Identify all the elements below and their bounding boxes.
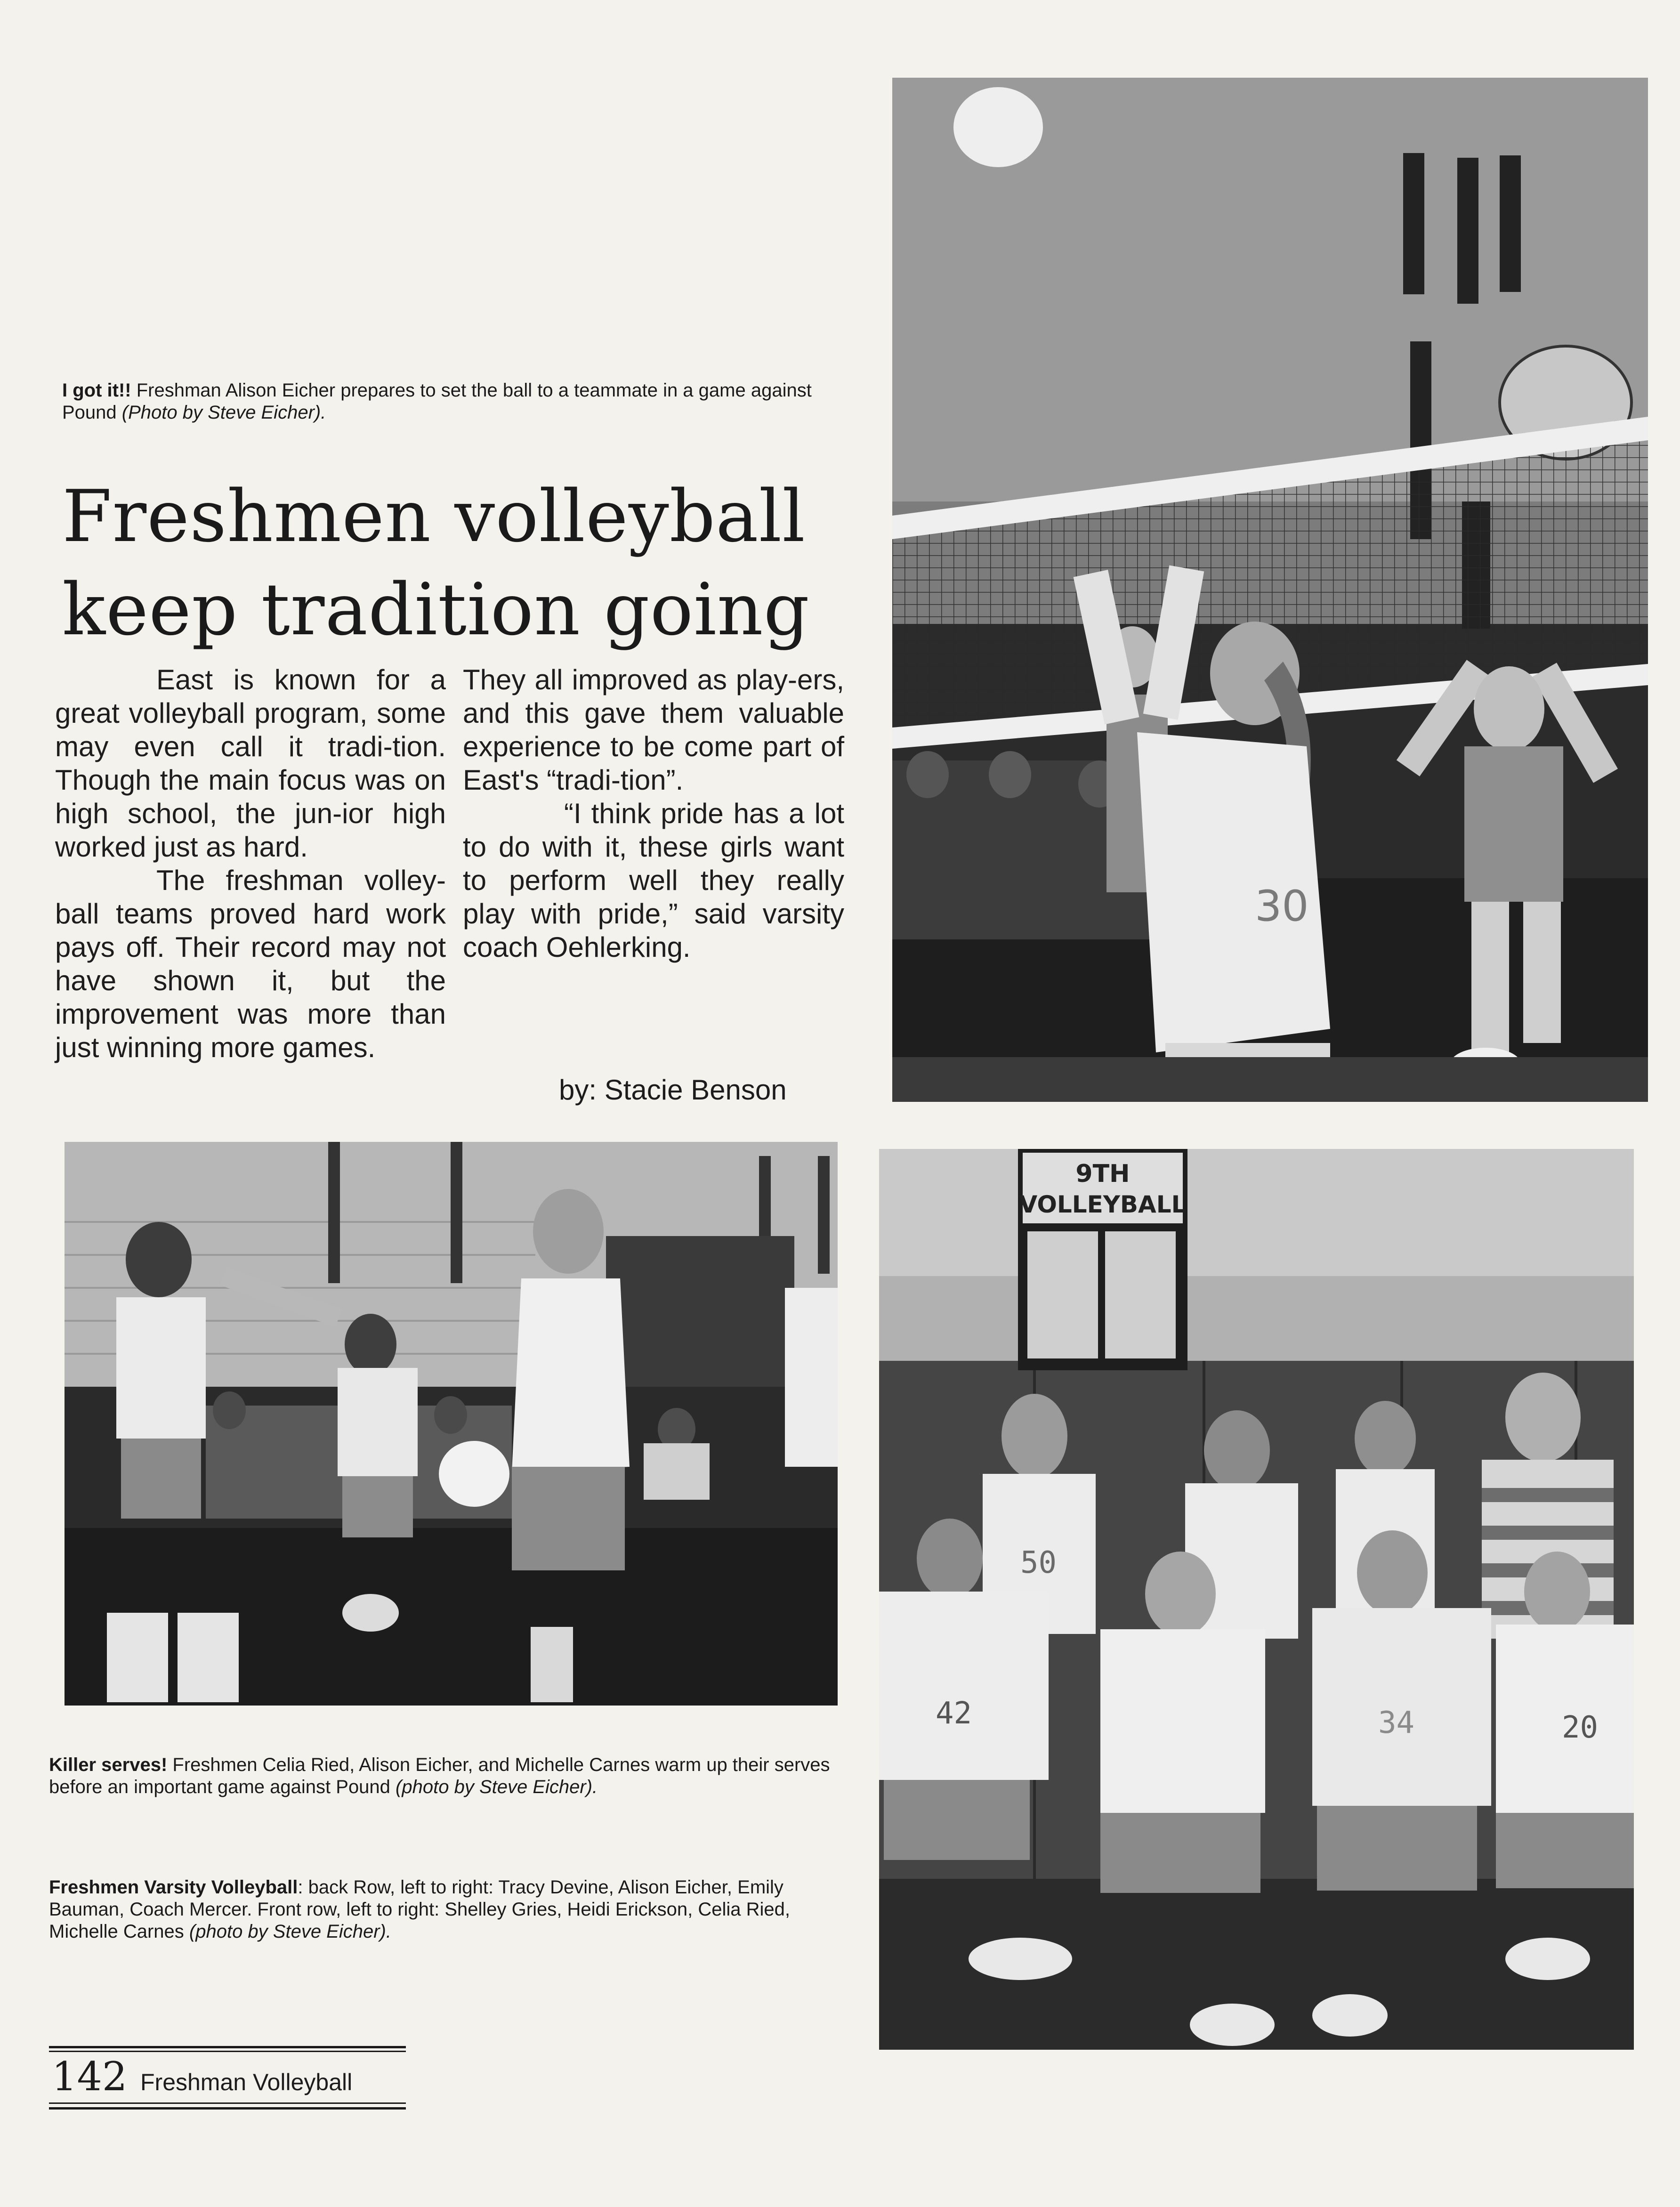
article-byline: by: Stacie Benson xyxy=(559,1074,787,1106)
team-banner-line-1: 9TH xyxy=(1075,1160,1130,1188)
article-col1-paragraph-2: The freshman volley-ball teams proved hard work pays off. Their record may not have shown it, but the improvement was more than just winning more games. xyxy=(55,865,446,1063)
team-jersey-number-1: 50 xyxy=(1020,1545,1057,1580)
photo-setter-at-net xyxy=(892,78,1648,1102)
team-jersey-number-4: 20 xyxy=(1562,1710,1599,1745)
caption-serves-credit: (photo by Steve Eicher). xyxy=(396,1777,598,1797)
caption-team-lead: Freshmen Varsity Volleyball xyxy=(49,1877,298,1898)
article-col2-paragraph-1: They all improved as play-ers, and this gave them valuable experience to be come part of East's “tradi-tion”. xyxy=(463,664,844,796)
article-column-2 xyxy=(463,663,844,964)
team-jersey-number-3: 34 xyxy=(1378,1706,1415,1740)
caption-top-credit: (Photo by Steve Eicher). xyxy=(121,402,326,423)
caption-top-lead: I got it!! xyxy=(62,380,131,401)
footer-rule-bottom-1 xyxy=(49,2102,406,2104)
caption-top-photo xyxy=(62,380,853,424)
setter-jersey-number: 30 xyxy=(1255,881,1309,931)
section-title: Freshman Volleyball xyxy=(140,2069,353,2095)
footer-rule-bottom-2 xyxy=(49,2107,406,2110)
caption-team-text: : back Row, left to right: Tracy Devine, Alison Eicher, Emily Bauman, Coach Mercer. Front row, left to right: Shelley Gries, Heidi Erickson, Celia Ried, Michelle Carnes xyxy=(49,1877,790,1942)
caption-serves-text: Freshmen Celia Ried, Alison Eicher, and Michelle Carnes warm up their serves before an important game against Pound xyxy=(49,1754,830,1797)
caption-top-text: Freshman Alison Eicher prepares to set the ball to a teammate in a game against Pound xyxy=(62,380,812,423)
article-col1-paragraph-1: East is known for a great volleyball program, some may even call it tradi-tion. Though the main focus was on high school, the jun-ior high worked just as hard. xyxy=(55,664,446,863)
photo-warm-up-serves xyxy=(65,1142,838,1706)
caption-serves-photo xyxy=(49,1754,838,1798)
caption-team-credit: (photo by Steve Eicher). xyxy=(189,1921,391,1942)
footer-rule-top-2 xyxy=(49,2051,406,2052)
photo-team-portrait xyxy=(879,1149,1634,2050)
caption-team-photo xyxy=(49,1876,838,1943)
caption-serves-lead: Killer serves! xyxy=(49,1754,168,1775)
article-col2-paragraph-2: “I think pride has a lot to do with it, these girls want to perform well they really play with pride,” said varsity coach Oehlerking. xyxy=(463,798,844,963)
team-banner-line-2: VOLLEYBALL xyxy=(1019,1191,1187,1218)
team-jersey-number-2: 42 xyxy=(936,1696,972,1731)
article-column-1 xyxy=(55,663,446,1064)
footer-rule-top-1 xyxy=(49,2046,406,2048)
page-headline: Freshmen volleyball keep tradition going xyxy=(62,475,810,651)
page-number: 142 xyxy=(52,2053,128,2100)
